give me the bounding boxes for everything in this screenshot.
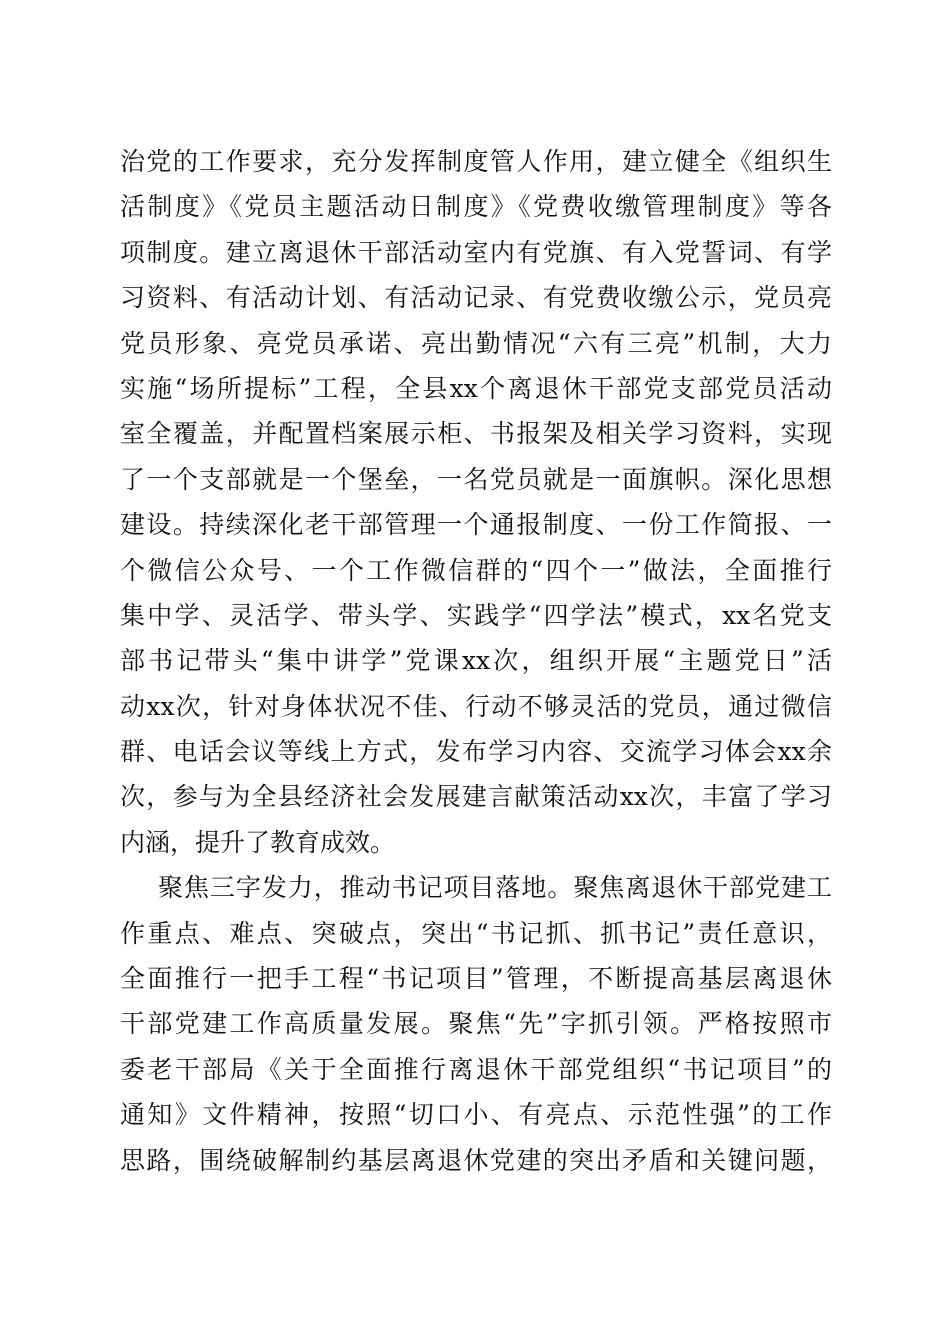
paragraph-line: 思路，围绕破解制约基层离退休党建的突出矛盾和关键问题， (120, 1145, 832, 1175)
paragraph-line: 活制度》《党员主题活动日制度》《党费收缴管理制度》等各 (120, 192, 832, 222)
paragraph-line: 委老干部局《关于全面推行离退休干部党组织“书记项目”的 (120, 1054, 832, 1084)
paragraph-line: 治党的工作要求，充分发挥制度管人作用，建立健全《组织生 (120, 147, 832, 176)
paragraph-line: 聚焦三字发力，推动书记项目落地。聚焦离退休干部党建工 (158, 873, 832, 903)
paragraph-line: 实施“场所提标”工程，全县xx个离退休干部党支部党员活动 (120, 373, 832, 403)
paragraph-line: 干部党建工作高质量发展。聚焦“先”字抓引领。严格按照市 (120, 1009, 832, 1039)
paragraph-2 (120, 865, 832, 1183)
paragraph-line: 动xx次，针对身体状况不佳、行动不够灵活的党员，通过微信 (120, 691, 832, 721)
paragraph-line: 个微信公众号、一个工作微信群的“四个一”做法，全面推行 (120, 555, 832, 585)
paragraph-line: 党员形象、亮党员承诺、亮出勤情况“六有三亮”机制，大力 (120, 328, 832, 358)
paragraph-line: 内涵，提升了教育成效。 (120, 827, 396, 857)
paragraph-line: 通知》文件精神，按照“切口小、有亮点、示范性强”的工作 (120, 1100, 832, 1130)
paragraph-line: 室全覆盖，并配置档案展示柜、书报架及相关学习资料，实现 (120, 419, 832, 449)
paragraph-line: 建设。持续深化老干部管理一个通报制度、一份工作简报、一 (120, 510, 832, 540)
paragraph-line: 次，参与为全县经济社会发展建言献策活动xx次，丰富了学习 (120, 782, 832, 812)
paragraph-line: 习资料、有活动计划、有活动记录、有党费收缴公示，党员亮 (120, 283, 832, 313)
paragraph-line: 全面推行一把手工程“书记项目”管理，不断提高基层离退休 (120, 964, 832, 994)
paragraph-line: 部书记带头“集中讲学”党课xx次，组织开展“主题党日”活 (120, 646, 832, 676)
paragraph-1 (120, 139, 832, 865)
paragraph-line: 作重点、难点、突破点，突出“书记抓、抓书记”责任意识， (120, 918, 832, 948)
paragraph-line: 集中学、灵活学、带头学、实践学“四学法”模式，xx名党支 (120, 600, 832, 630)
paragraph-line: 群、电话会议等线上方式，发布学习内容、交流学习体会xx余 (120, 737, 832, 767)
paragraph-line: 项制度。建立离退休干部活动室内有党旗、有入党誓词、有学 (120, 237, 832, 267)
document-body (120, 139, 832, 1183)
paragraph-line: 了一个支部就是一个堡垒，一名党员就是一面旗帜。深化思想 (120, 464, 832, 494)
